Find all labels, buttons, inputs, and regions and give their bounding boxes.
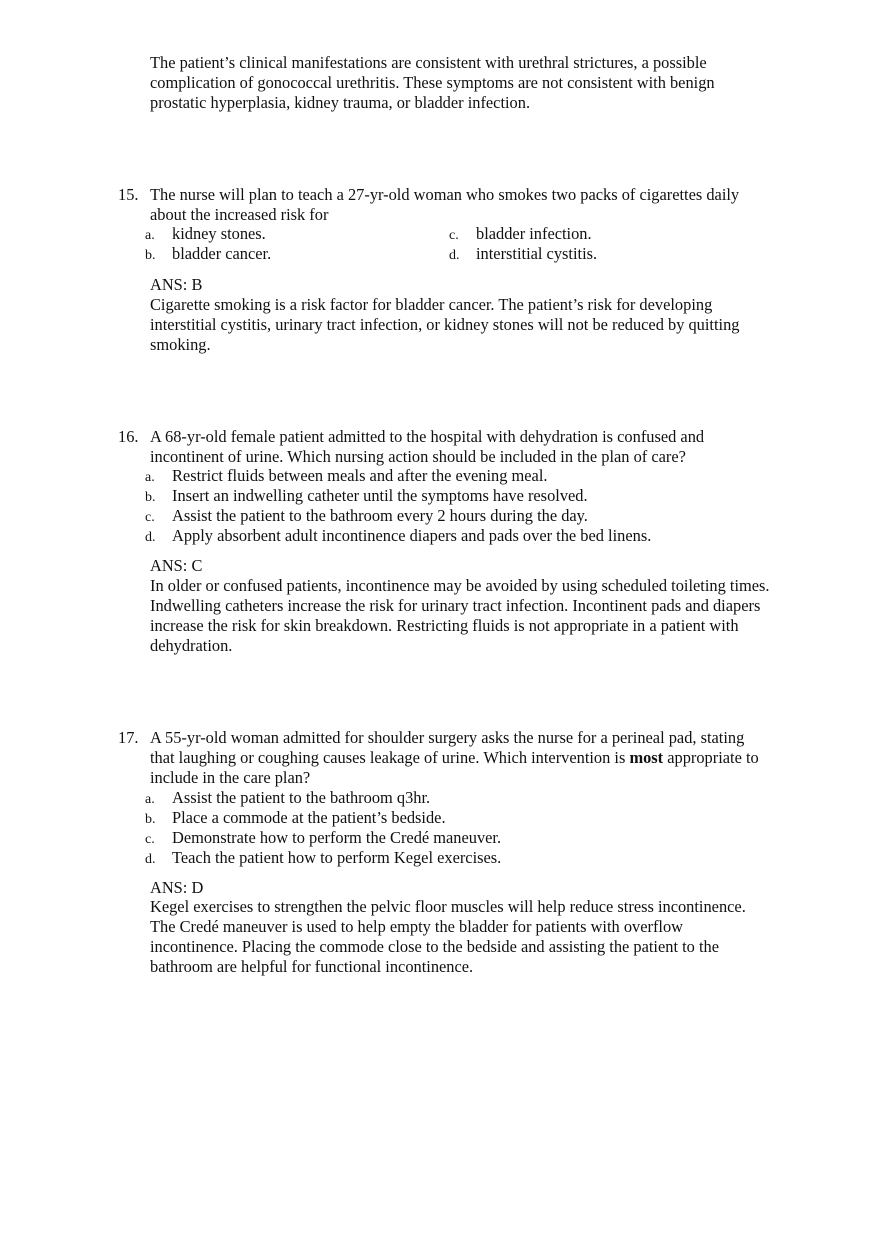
text-part: appropriate to — [663, 748, 759, 767]
option-text: Assist the patient to the bathroom q3hr. — [172, 788, 431, 807]
option-text: Apply absorbent adult incontinence diapers and pads over the bed linens. — [172, 526, 652, 545]
option-letter: c. — [145, 510, 155, 525]
text-line: about the increased risk for — [150, 205, 329, 224]
option-letter: c. — [145, 832, 155, 847]
option-a — [145, 466, 547, 488]
rationale — [150, 576, 770, 656]
option-letter: d. — [145, 852, 156, 867]
answer: ANS: B — [150, 275, 203, 294]
option-d — [145, 848, 501, 870]
option-text: interstitial cystitis. — [476, 244, 598, 263]
rationale — [150, 897, 746, 977]
option-letter: a. — [145, 470, 155, 485]
option-letter: b. — [145, 248, 156, 263]
option-a — [145, 788, 430, 810]
option-c — [449, 224, 592, 246]
text-line: prostatic hyperplasia, kidney trauma, or bladder infection. — [150, 93, 531, 112]
option-letter: a. — [145, 228, 155, 243]
option-text: Insert an indwelling catheter until the symptoms have resolved. — [172, 486, 588, 505]
option-letter: a. — [145, 792, 155, 807]
option-text: Restrict fluids between meals and after the evening meal. — [172, 466, 548, 485]
text-line: In older or confused patients, incontinence may be avoided by using scheduled toileting times. — [150, 576, 770, 595]
option-b — [145, 808, 446, 830]
question-stem — [150, 427, 704, 467]
question-stem — [150, 185, 739, 225]
text-line: The patient’s clinical manifestations are consistent with urethral strictures, a possible — [150, 53, 707, 72]
option-text: Demonstrate how to perform the Credé maneuver. — [172, 828, 502, 847]
option-text: kidney stones. — [172, 224, 266, 243]
option-letter: c. — [449, 228, 459, 243]
option-text: bladder cancer. — [172, 244, 272, 263]
option-c — [145, 828, 501, 850]
emphasis-most: most — [629, 748, 664, 767]
question-number: 16. — [118, 427, 139, 446]
option-d — [145, 526, 651, 548]
option-d — [449, 244, 597, 266]
option-c — [145, 506, 588, 528]
text-line: include in the care plan? — [150, 768, 311, 787]
text-line: Indwelling catheters increase the risk for urinary tract infection. Incontinent pads and diapers — [150, 596, 761, 615]
option-letter: d. — [145, 530, 156, 545]
text-line — [150, 748, 759, 768]
question-number: 15. — [118, 185, 139, 204]
text-line: Cigarette smoking is a risk factor for bladder cancer. The patient’s risk for developing — [150, 295, 713, 314]
rationale-intro — [150, 53, 715, 113]
text-line: increase the risk for skin breakdown. Restricting fluids is not appropriate in a patient with — [150, 616, 739, 635]
option-text: Place a commode at the patient’s bedside. — [172, 808, 446, 827]
text-part: that laughing or coughing causes leakage of urine. Which intervention is — [150, 748, 630, 767]
rationale — [150, 295, 739, 355]
option-text: bladder infection. — [476, 224, 592, 243]
text-line: complication of gonococcal urethritis. These symptoms are not consistent with benign — [150, 73, 715, 92]
question-stem — [150, 728, 759, 788]
text-line: smoking. — [150, 335, 211, 354]
text-line: The Credé maneuver is used to help empty the bladder for patients with overflow — [150, 917, 683, 936]
option-letter: b. — [145, 812, 156, 827]
text-line: incontinent of urine. Which nursing action should be included in the plan of care? — [150, 447, 686, 466]
option-letter: d. — [449, 248, 460, 263]
option-b — [145, 486, 588, 508]
option-b — [145, 244, 271, 266]
text-line: bathroom are helpful for functional incontinence. — [150, 957, 474, 976]
answer: ANS: C — [150, 556, 203, 575]
text-line: A 68-yr-old female patient admitted to the hospital with dehydration is confused and — [150, 427, 705, 446]
answer: ANS: D — [150, 878, 204, 897]
option-text: Teach the patient how to perform Kegel exercises. — [172, 848, 502, 867]
text-line: dehydration. — [150, 636, 233, 655]
option-a — [145, 224, 266, 246]
text-line: Kegel exercises to strengthen the pelvic floor muscles will help reduce stress incontinence. — [150, 897, 746, 916]
text-line: A 55-yr-old woman admitted for shoulder surgery asks the nurse for a perineal pad, stating — [150, 728, 745, 747]
option-letter: b. — [145, 490, 156, 505]
question-number: 17. — [118, 728, 139, 747]
option-text: Assist the patient to the bathroom every 2 hours during the day. — [172, 506, 588, 525]
text-line: interstitial cystitis, urinary tract infection, or kidney stones will not be reduced by quitting — [150, 315, 740, 334]
text-line: incontinence. Placing the commode close to the bedside and assisting the patient to the — [150, 937, 719, 956]
text-line: The nurse will plan to teach a 27-yr-old woman who smokes two packs of cigarettes daily — [150, 185, 740, 204]
